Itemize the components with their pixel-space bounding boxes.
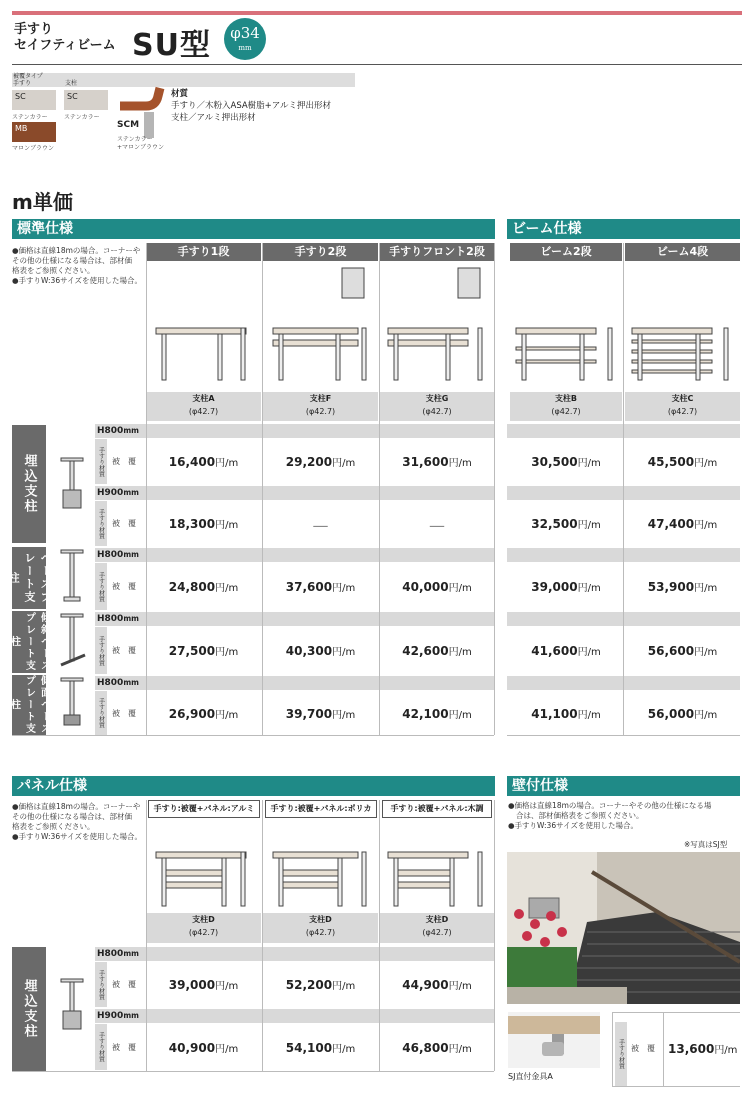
row-label-sokumen: 側面ベースプレート支柱 — [8, 675, 50, 735]
material-sub-label: 手すり材質 — [95, 627, 107, 674]
price-cell: 40,900円/m — [168, 1041, 239, 1055]
height-label: H900mm — [95, 486, 494, 500]
height-label: H800mm — [95, 548, 494, 562]
coating-label: 被 覆 — [112, 519, 136, 528]
coating-label: 被 覆 — [112, 709, 136, 718]
top-accent-bar — [12, 11, 742, 15]
panel-diagrams — [146, 820, 494, 912]
price-cell: 27,500円/m — [168, 644, 239, 658]
post-type: 支柱B (φ42.7) — [510, 392, 622, 421]
col-header: 手すり:被覆+パネル:木調 — [382, 800, 492, 818]
price-cell: 32,500円/m — [531, 517, 601, 531]
post-type: 支柱C (φ42.7) — [625, 392, 740, 421]
price-cell: 44,900円/m — [402, 978, 472, 992]
material-sub-label: 手すり材質 — [95, 1024, 107, 1070]
post-icon — [55, 975, 91, 1035]
height-label: H800mm — [95, 676, 494, 690]
swatch-sc-post: SC — [64, 90, 108, 110]
post-type: 支柱D (φ42.7) — [380, 913, 494, 943]
price-cell: 41,100円/m — [531, 707, 601, 721]
page-title: m単価 — [12, 190, 73, 214]
price-cell: 26,900円/m — [168, 707, 239, 721]
swatch-scm: SCM — [117, 120, 140, 130]
bracket-label: SJ直付金具A — [508, 1072, 553, 1081]
coating-label: 被 覆 — [112, 1043, 136, 1052]
coating-label: 被 覆 — [112, 980, 136, 989]
wall-photo — [507, 852, 740, 1004]
price-cell: 54,100円/m — [285, 1041, 356, 1055]
price-cell: 40,300円/m — [285, 644, 356, 658]
height-label: H800mm — [95, 947, 494, 961]
price-cell: 56,000円/m — [647, 707, 718, 721]
price-cell: 30,500円/m — [531, 455, 601, 469]
panel-spec-band: パネル仕様 — [12, 776, 495, 796]
row-label-umekomi: 埋込支柱 — [12, 947, 46, 1071]
beam-spec-band: ビーム仕様 — [507, 219, 740, 239]
wall-spec-band: 壁付仕様 — [507, 776, 740, 796]
price-cell: 13,600円/m — [668, 1042, 738, 1056]
price-cell: 16,400円/m — [168, 455, 239, 469]
coating-label: 被 覆 — [112, 646, 136, 655]
model-name: SU型 — [132, 28, 211, 63]
price-cell: 42,100円/m — [402, 707, 472, 721]
swatch-label: +マロンブラウン — [117, 144, 165, 151]
material-sub-label: 手すり材質 — [95, 501, 107, 546]
height-label: H800mm — [95, 612, 494, 626]
photo-note: ※写真はSJ型 — [684, 840, 728, 849]
col-header: ビーム4段 — [625, 243, 740, 261]
col-header: 手すり:被覆+パネル:ポリカ — [265, 800, 377, 818]
col-header: ビーム2段 — [510, 243, 622, 261]
price-cell: 24,800円/m — [168, 580, 239, 594]
price-cell: 53,900円/m — [647, 580, 718, 594]
price-cell-empty: — — [429, 516, 445, 535]
price-cell-empty: — — [312, 516, 329, 535]
standard-notes: ●価格は直線18mの場合。コーナーや その他の仕様になる場合は、部材価 格表をご参照ください。 ●手すりW:36サイズを使用した場合。 — [12, 246, 142, 285]
header-divider — [12, 64, 742, 65]
material-sub-label: 手すり材質 — [95, 439, 107, 484]
height-label: H800mm — [95, 424, 494, 438]
price-cell: 41,600円/m — [531, 644, 601, 658]
swatch-mb: MB — [12, 122, 56, 142]
price-cell: 46,800円/m — [402, 1041, 472, 1055]
post-icons — [55, 440, 91, 730]
panel-notes: ●価格は直線18mの場合。コーナーや その他の仕様になる場合は、部材価 格表をご参照ください。 ●手すりW:36サイズを使用した場合。 — [12, 802, 142, 841]
price-cell: 39,000円/m — [531, 580, 601, 594]
price-cell: 40,000円/m — [402, 580, 472, 594]
price-cell: 52,200円/m — [285, 978, 356, 992]
swatch-sc-handrail: SC — [12, 90, 56, 110]
coating-label: 被 覆 — [631, 1044, 655, 1053]
finish-type-bar: 被覆タイプ 手すり 支柱 — [12, 73, 355, 87]
material-sub-label: 手すり材質 — [615, 1022, 627, 1086]
col-header: 手すりフロント2段 — [380, 243, 494, 261]
col-header: 手すり1段 — [146, 243, 261, 261]
row-label-base: ベースプレート支柱 — [12, 547, 46, 609]
swatch-label: ステンカラー — [117, 136, 153, 143]
beam-diagrams — [510, 262, 740, 390]
material-info: 材質 手すり／木粉入ASA樹脂+アルミ押出形材 支柱／アルミ押出形材 — [171, 89, 331, 123]
standard-spec-band: 標準仕様 — [12, 219, 495, 239]
price-cell: 37,600円/m — [285, 580, 356, 594]
railing-diagrams — [146, 262, 494, 390]
material-sub-label: 手すり材質 — [95, 563, 107, 610]
price-cell: 31,600円/m — [402, 455, 472, 469]
col-header: 手すり2段 — [263, 243, 378, 261]
post-type: 支柱F (φ42.7) — [263, 392, 378, 421]
material-sub-label: 手すり材質 — [95, 691, 107, 735]
price-cell: 56,600円/m — [647, 644, 718, 658]
post-type: 支柱A (φ42.7) — [146, 392, 261, 421]
price-cell: 39,700円/m — [285, 707, 356, 721]
material-sub-label: 手すり材質 — [95, 962, 107, 1007]
height-label: H900mm — [95, 1009, 494, 1023]
diameter-badge: φ34 mm — [224, 18, 266, 60]
swatch-label: マロンブラウン — [12, 145, 55, 152]
row-label-keisha: 傾斜ベースプレート支柱 — [8, 612, 50, 672]
swatch-label: ステンカラー — [64, 114, 100, 121]
post-type: 支柱D (φ42.7) — [263, 913, 378, 943]
post-type: 支柱D (φ42.7) — [146, 913, 261, 943]
price-cell: 45,500円/m — [647, 455, 718, 469]
swatch-label: ステンカラー — [12, 114, 48, 121]
price-cell: 42,600円/m — [402, 644, 472, 658]
col-header: 手すり:被覆+パネル:アルミ — [148, 800, 260, 818]
row-label-umekomi: 埋込支柱 — [12, 425, 46, 543]
price-cell: 18,300円/m — [168, 517, 239, 531]
product-category: 手すり セイフティビーム — [14, 22, 116, 53]
bracket-photo — [508, 1012, 600, 1068]
coating-label: 被 覆 — [112, 457, 136, 466]
price-cell: 47,400円/m — [647, 517, 718, 531]
coating-label: 被 覆 — [112, 582, 136, 591]
wall-notes: ●価格は直線18mの場合。コーナーやその他の仕様になる場 合は、部材価格表をご参照ください。 ●手すりW:36サイズを使用した場合。 — [508, 801, 712, 830]
scm-sample-image — [116, 86, 168, 138]
price-cell: 29,200円/m — [285, 455, 356, 469]
post-type: 支柱G (φ42.7) — [380, 392, 494, 421]
price-cell: 39,000円/m — [168, 978, 239, 992]
